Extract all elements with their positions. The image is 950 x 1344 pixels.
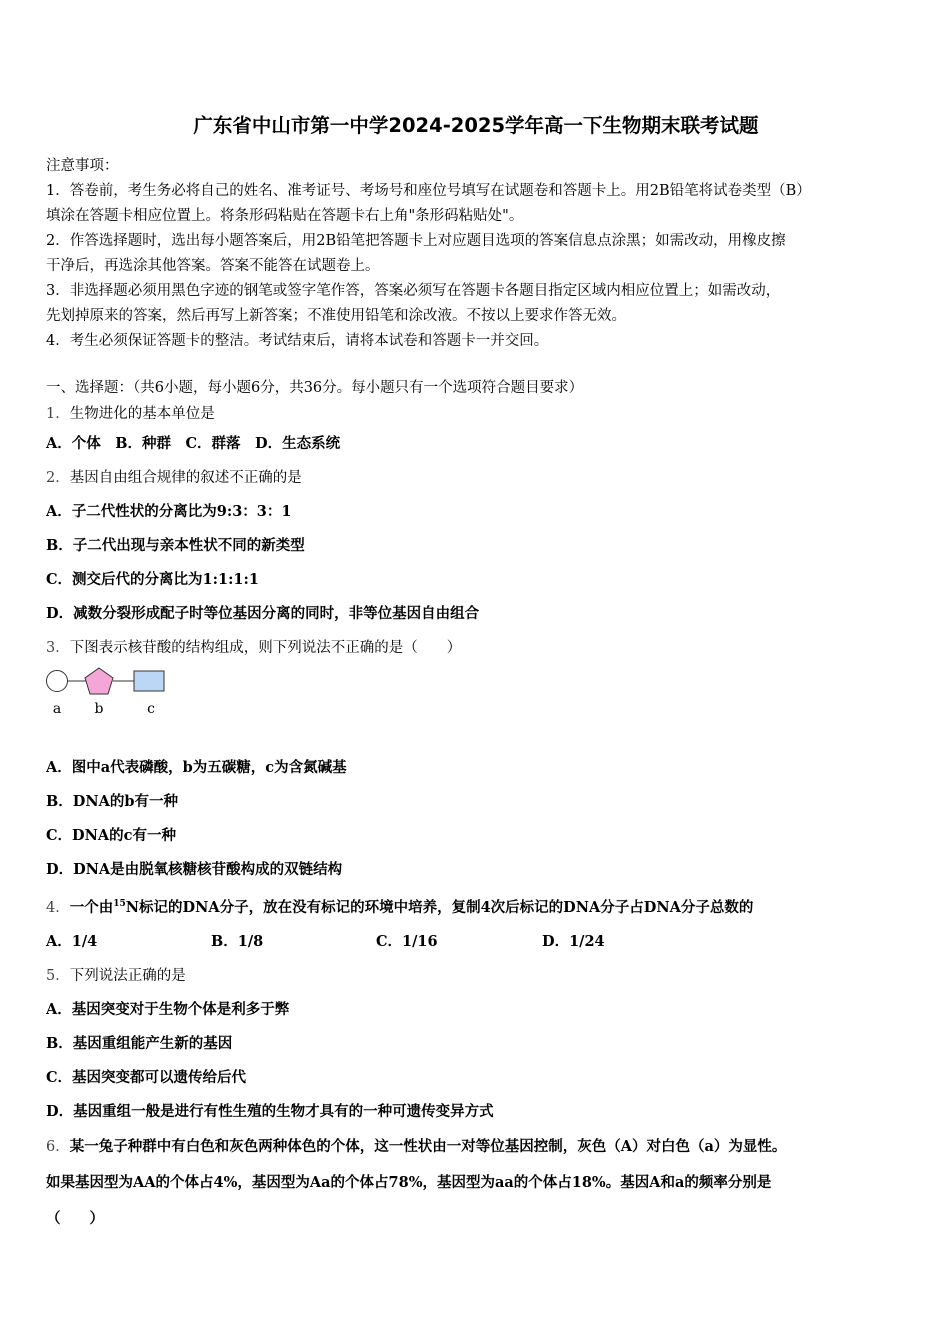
question-5 (46, 959, 906, 993)
q2-option-a: A．子二代性状的分离比为9:3：3：1 (46, 503, 292, 520)
question-number: 3． (46, 640, 70, 656)
exam-title: 广东省中山市第一中学2024-2025学年高一下生物期末联考试题 (193, 114, 759, 137)
question-2 (46, 461, 906, 495)
label-a: a (52, 701, 62, 717)
note-line: 先划掉原来的答案，然后再写上新答案；不准使用铅笔和涂改液。不按以上要求作答无效。 (46, 308, 626, 324)
q5-option-c: C．基因突变都可以遗传给后代 (46, 1069, 247, 1086)
note-line: 3．非选择题必须用黑色字迹的钢笔或签字笔作答，答案必须写在答题卡各题目指定区域内相应位置上；如需改动， (46, 283, 781, 299)
question-4 (46, 887, 906, 925)
question-text: 生物进化的基本单位是 (69, 406, 215, 422)
q4-option-d: D．1/24 (542, 933, 605, 950)
question-number: 5． (46, 968, 70, 984)
q2-option-c: C．测交后代的分离比为1:1:1:1 (46, 571, 259, 588)
q3-option-d: D．DNA是由脱氧核糖核苷酸构成的双链结构 (46, 861, 343, 878)
question-6 (46, 1129, 906, 1165)
q2-option-b: B．子二代出现与亲本性状不同的新类型 (46, 537, 305, 554)
question-3 (46, 631, 906, 665)
q3-option-c: C．DNA的c有一种 (46, 827, 176, 844)
q4-option-c: C．1/16 (376, 933, 438, 950)
note-line: 干净后，再选涂其他答案。答案不能答在试题卷上。 (46, 258, 380, 274)
question-1 (46, 401, 906, 427)
notes-heading: 注意事项： (46, 158, 119, 174)
question-number: 6． (46, 1139, 70, 1155)
question-number: 2． (46, 470, 70, 486)
base-rectangle (134, 671, 164, 691)
note-line: 2．作答选择题时，选出每小题答案后，用2B铅笔把答题卡上对应题目选项的答案信息点涂黑；如需改动，用橡皮擦 (46, 233, 786, 249)
q3-option-a: A．图中a代表磷酸，b为五碳糖，c为含氮碱基 (46, 759, 347, 776)
label-b: b (94, 701, 104, 717)
sugar-pentagon (85, 668, 113, 694)
nucleotide-diagram (46, 665, 906, 751)
q4-options (46, 925, 906, 959)
exam-page (46, 112, 906, 1237)
note-line: 1．答卷前，考生务必将自己的姓名、准考证号、考场号和座位号填写在试题卷和答题卡上。用2B铅笔将试卷类型（B） (46, 183, 811, 199)
section-heading: 一、选择题：（共6小题，每小题6分，共36分。每小题只有一个选项符合题目要求） (46, 380, 584, 396)
q4-option-a: A．1/4 (46, 933, 98, 950)
q5-option-d: D．基因重组一般是进行有性生殖的生物才具有的一种可遗传变异方式 (46, 1103, 494, 1120)
question-text-line1: 某一兔子种群中有白色和灰色两种体色的个体，这一性状由一对等位基因控制，灰色（A）对白色（a）为显性。 (69, 1138, 787, 1155)
nucleotide-svg (46, 665, 186, 725)
question-text: 基因自由组合规律的叙述不正确的是 (69, 470, 302, 486)
phosphate-circle (47, 671, 68, 692)
q2-option-d: D．减数分裂形成配子时等位基因分离的同时，非等位基因自由组合 (46, 605, 480, 622)
note-line: 填涂在答题卡相应位置上。将条形码粘贴在答题卡右上角"条形码粘贴处"。 (46, 208, 524, 224)
q3-option-b: B．DNA的b有一种 (46, 793, 178, 810)
question-text: 下图表示核苷酸的结构组成，则下列说法不正确的是（ ） (69, 640, 462, 656)
q5-option-a: A．基因突变对于生物个体是利多于弊 (46, 1001, 290, 1018)
q5-option-b: B．基因重组能产生新的基因 (46, 1035, 233, 1052)
question-number: 4． (46, 900, 70, 916)
question-6-line2: 如果基因型为AA的个体占4%，基因型为Aa的个体占78%，基因型为aa的个体占18%。基因A和a的频率分别是 (46, 1174, 772, 1191)
question-text-pre: 一个由 (69, 899, 114, 916)
q1-options: A．个体 B．种群 C．群落 D．生态系统 (46, 435, 341, 452)
isotope-superscript: 15 (113, 899, 126, 909)
question-text-post: N标记的DNA分子，放在没有标记的环境中培养，复制4次后标记的DNA分子占DNA分子总数的 (125, 899, 754, 916)
label-c: c (147, 701, 155, 717)
q4-option-b: B．1/8 (211, 933, 264, 950)
question-number: 1． (46, 406, 70, 422)
note-line: 4．考生必须保证答题卡的整洁。考试结束后，请将本试卷和答题卡一并交回。 (46, 333, 549, 349)
question-text: 下列说法正确的是 (69, 968, 186, 984)
question-6-line3: （ ） (46, 1210, 104, 1227)
